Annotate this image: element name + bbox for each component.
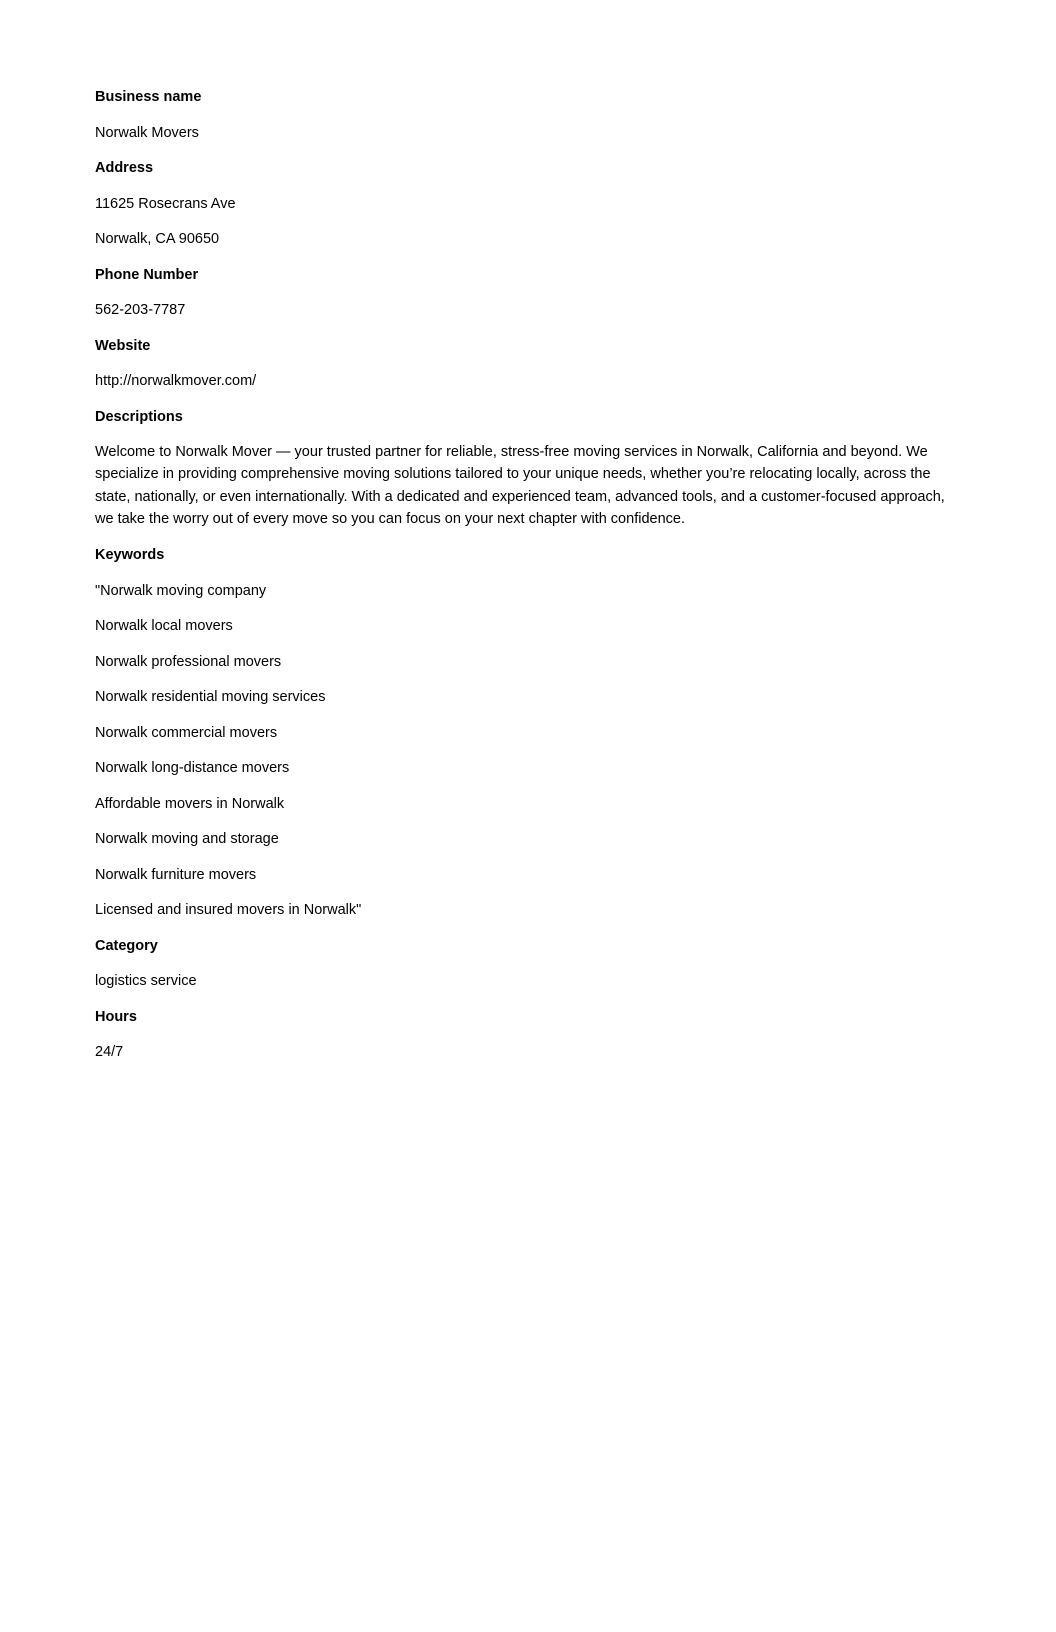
phone-value: 562-203-7787 <box>95 302 186 318</box>
keyword-item: Norwalk professional movers <box>95 653 282 670</box>
description-paragraph: Welcome to Norwalk Mover — your trusted partner for reliable, stress-free moving services in Norwalk, California and beyond. We specialize in providing comprehensive moving solutions tailored to your unique needs, whether you’re relocating locally, across the state, nationally, or even internationally. With a dedicated and experienced team, advanced tools, and a customer-focused approach, we take the worry out of every move so you can focus on your next chapter with confidence. <box>95 444 945 528</box>
keyword-item: "Norwalk moving company <box>95 582 267 599</box>
keywords-heading: Keywords <box>95 547 165 564</box>
keyword-item: Norwalk long-distance movers <box>95 760 290 777</box>
business-name-heading: Business name <box>95 89 202 105</box>
hours-heading: Hours <box>95 1008 137 1025</box>
address-heading: Address <box>95 160 154 176</box>
category-value: logistics service <box>95 973 197 990</box>
keyword-item: Norwalk residential moving services <box>95 689 326 706</box>
keyword-item: Licensed and insured movers in Norwalk" <box>95 902 362 919</box>
address-line-1: 11625 Rosecrans Ave <box>95 195 236 212</box>
website-heading: Website <box>95 337 151 354</box>
keyword-item: Norwalk local movers <box>95 618 233 635</box>
keywords-list <box>95 580 946 922</box>
descriptions-heading: Descriptions <box>95 408 183 425</box>
keyword-item: Norwalk moving and storage <box>95 831 279 848</box>
phone-heading: Phone Number <box>95 266 199 283</box>
address-line-2: Norwalk, CA 90650 <box>95 231 220 247</box>
keyword-item: Affordable movers in Norwalk <box>95 795 285 812</box>
category-heading: Category <box>95 937 158 954</box>
hours-value: 24/7 <box>95 1044 124 1061</box>
keyword-item: Norwalk commercial movers <box>95 724 278 741</box>
business-name-value: Norwalk Movers <box>95 124 199 141</box>
website-value: http://norwalkmover.com/ <box>95 373 257 389</box>
keyword-item: Norwalk furniture movers <box>95 866 257 883</box>
